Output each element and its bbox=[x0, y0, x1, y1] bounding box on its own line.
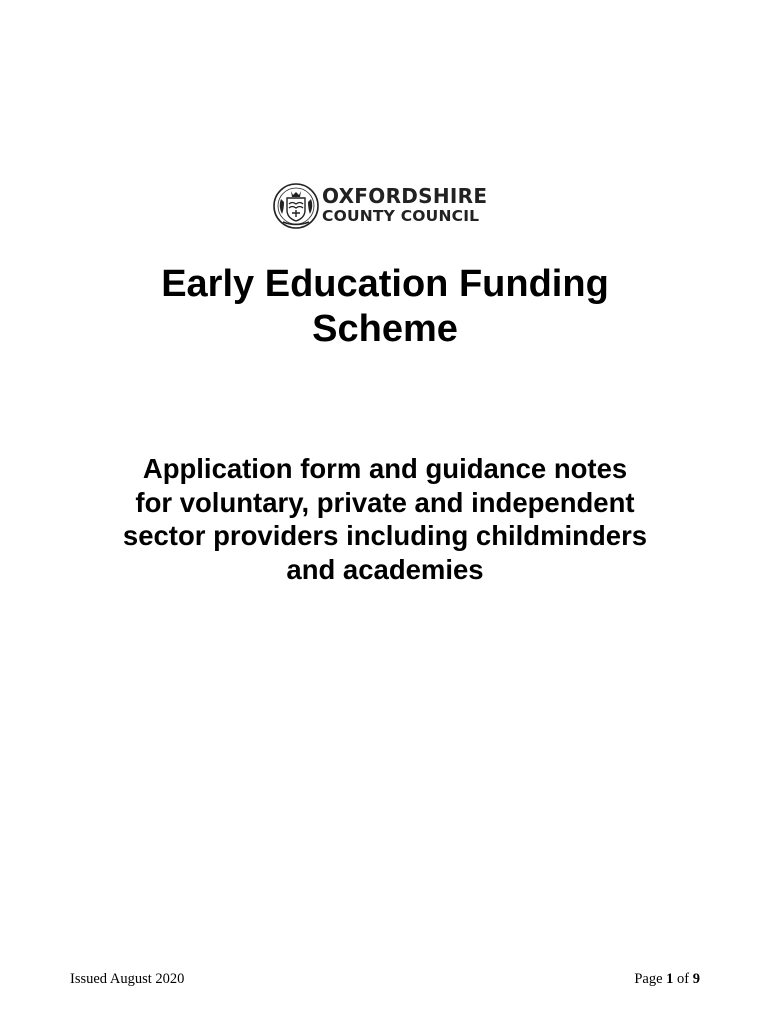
page-number bbox=[634, 970, 700, 988]
subtitle-line: Application form and guidance notes bbox=[142, 453, 628, 484]
page-of: of bbox=[673, 971, 693, 987]
page-current: 1 bbox=[666, 971, 674, 987]
logo-line-county-council: COUNTY COUNCIL bbox=[322, 207, 480, 225]
council-logo bbox=[273, 182, 495, 230]
title-line: Scheme bbox=[312, 308, 458, 350]
subtitle-line: sector providers including childminders bbox=[122, 520, 648, 551]
page-prefix: Page bbox=[634, 971, 667, 987]
subtitle-line: and academies bbox=[286, 553, 484, 585]
title-line: Early Education Funding bbox=[161, 263, 609, 305]
subtitle-line: for voluntary, private and independent bbox=[135, 486, 635, 518]
document-subtitle bbox=[0, 452, 770, 586]
county-crest-icon bbox=[273, 183, 319, 229]
issued-date: Issued August 2020 bbox=[70, 971, 185, 987]
logo-line-oxfordshire: OXFORDSHIRE bbox=[322, 184, 488, 208]
document-title bbox=[0, 262, 770, 352]
page-total: 9 bbox=[692, 971, 700, 987]
